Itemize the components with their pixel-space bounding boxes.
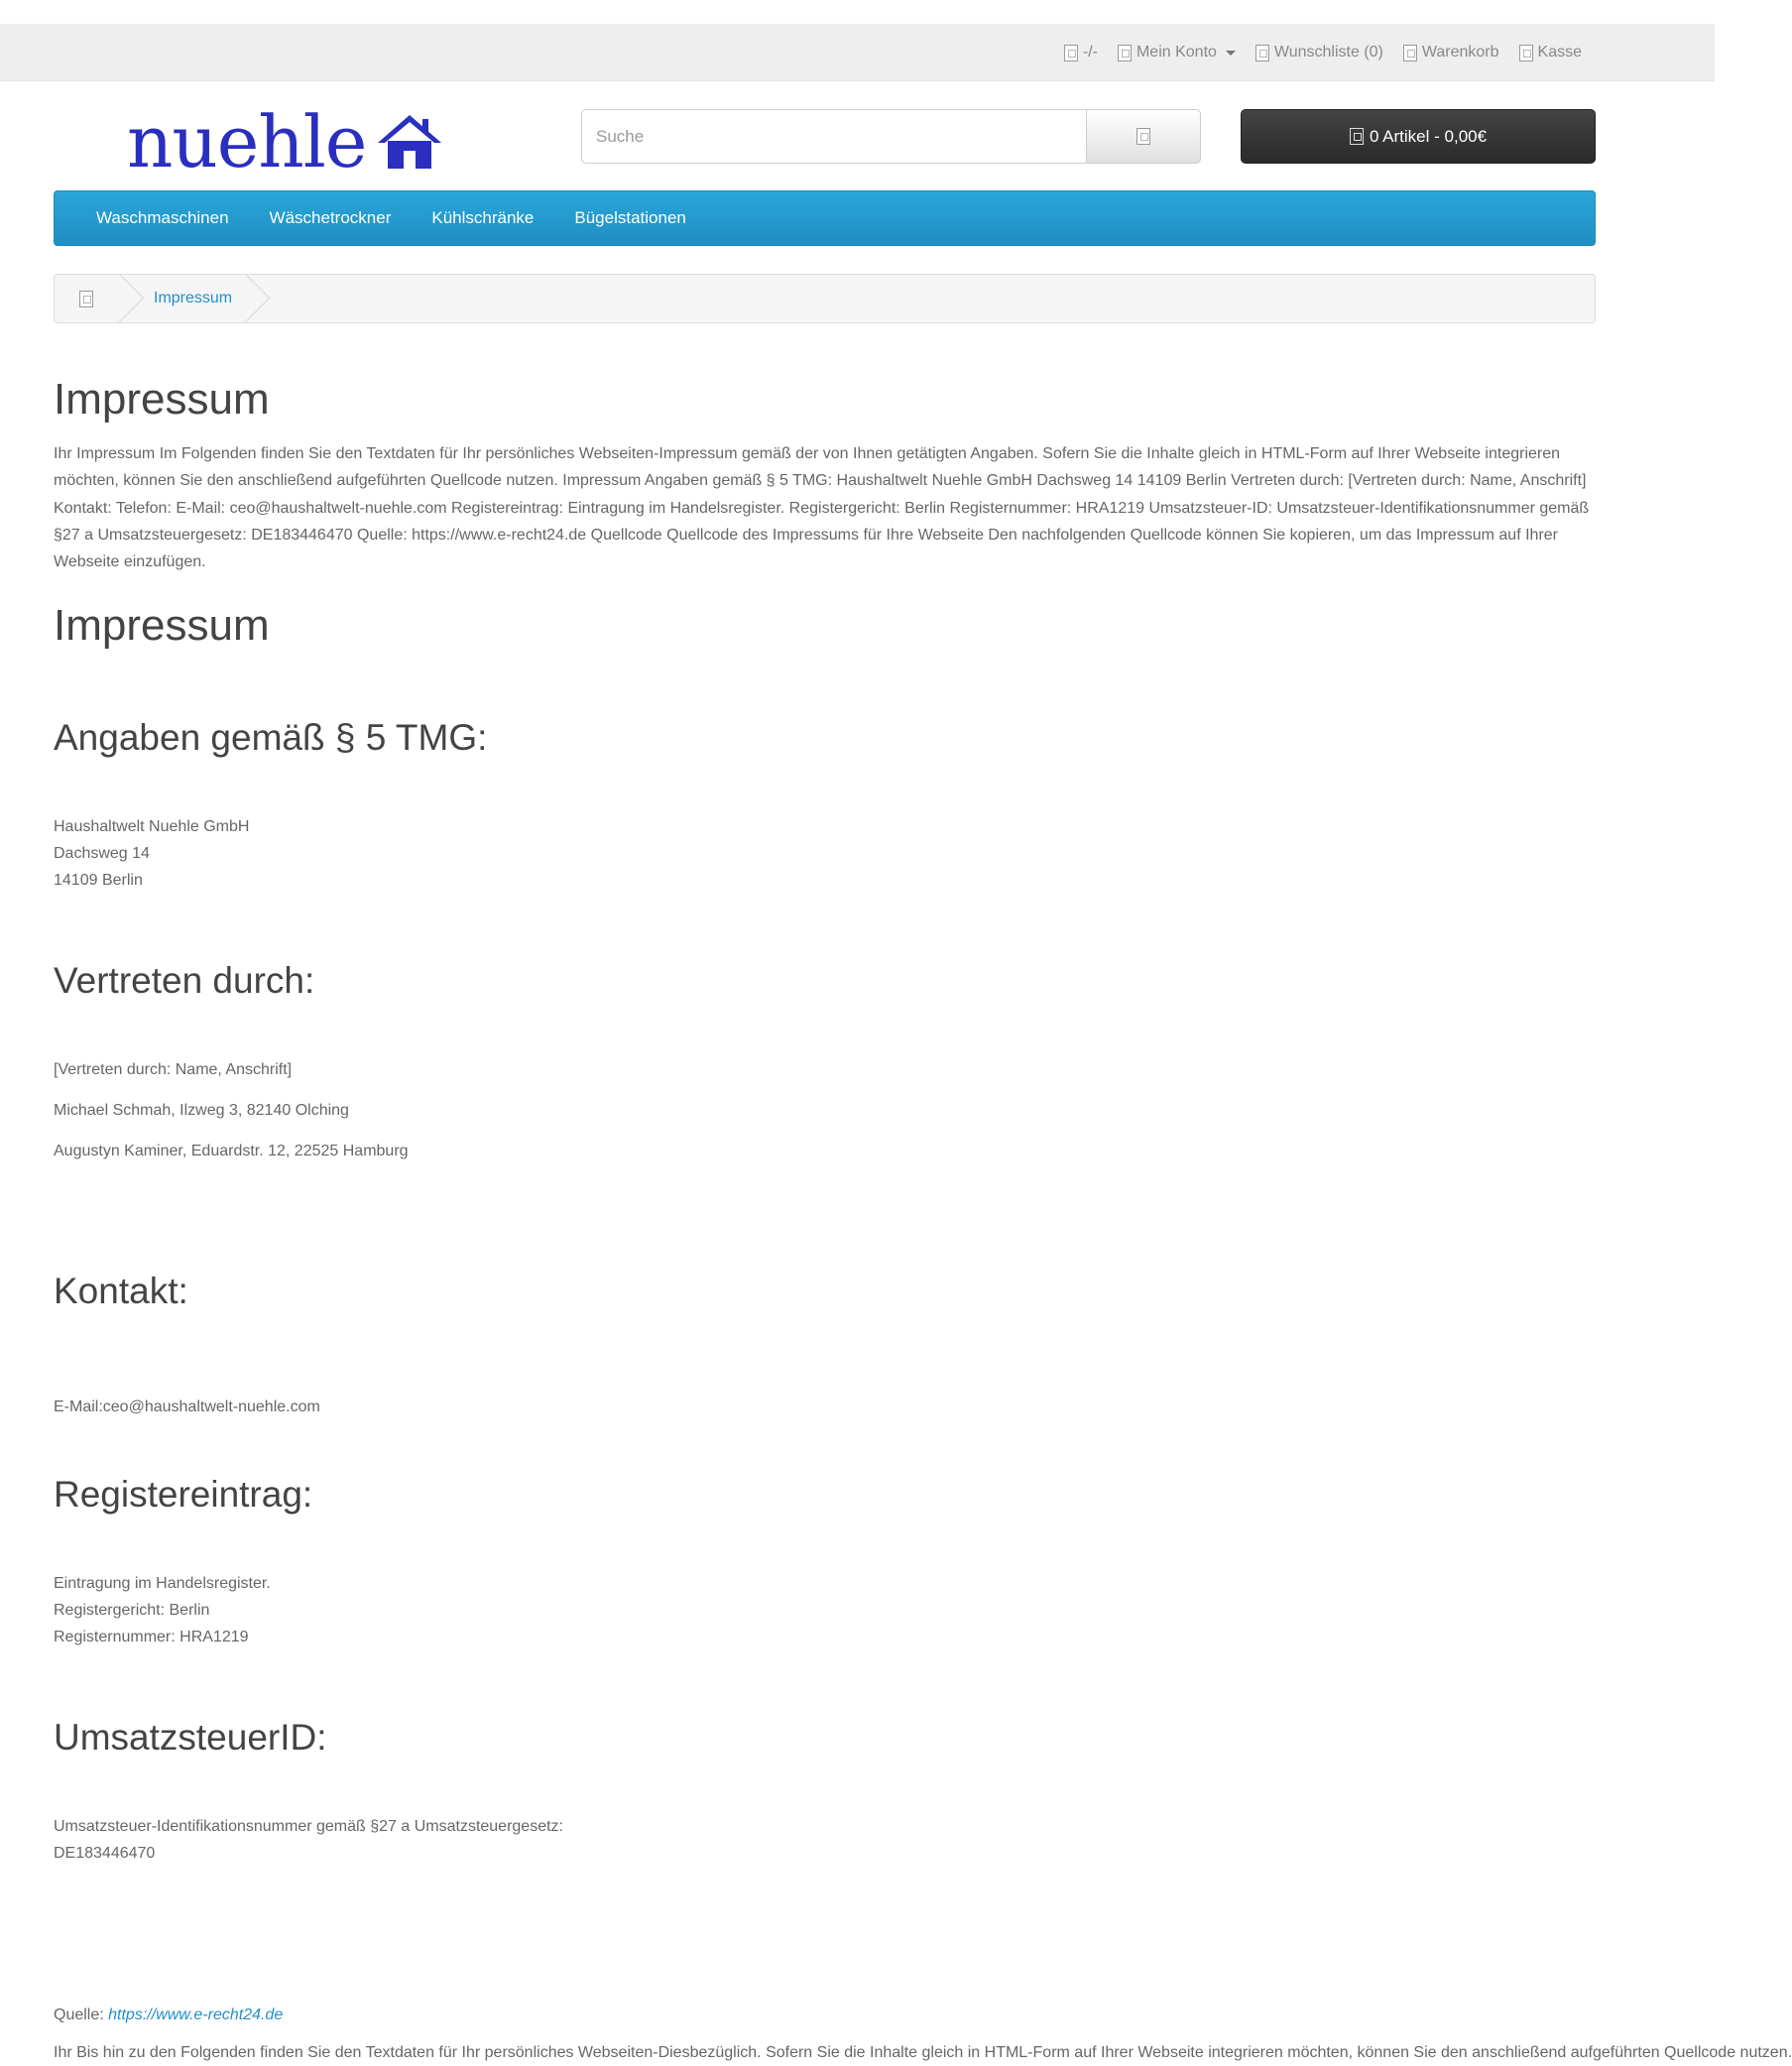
menu-item-buegelstationen[interactable]: Bügelstationen <box>574 208 686 227</box>
top-bar <box>0 24 1715 81</box>
ust-line-1: Umsatzsteuer-Identifikationsnummer gemäß §27 a Umsatzsteuergesetz: <box>54 1818 563 1835</box>
checkout-link[interactable] <box>1519 44 1582 61</box>
register-line-1: Eintragung im Handelsregister. <box>54 1575 271 1592</box>
impressum-heading: Impressum <box>54 601 270 650</box>
currency-selector[interactable] <box>1064 44 1098 61</box>
ust-heading: UmsatzsteuerID: <box>54 1717 327 1758</box>
top-nav <box>1064 24 1582 81</box>
register-line-2: Registergericht: Berlin <box>54 1602 210 1619</box>
search-input[interactable] <box>581 109 1087 164</box>
home-icon <box>79 291 93 307</box>
ust-line-2: DE183446470 <box>54 1845 156 1862</box>
breadcrumb-separator <box>244 275 274 322</box>
city-address: 14109 Berlin <box>54 872 143 889</box>
register-heading: Registereintrag: <box>54 1474 313 1515</box>
representative-1: Michael Schmah, Ilzweg 3, 82140 Olching <box>54 1102 349 1119</box>
user-icon <box>1118 45 1132 61</box>
menu-item-waschmaschinen[interactable]: Waschmaschinen <box>96 208 229 227</box>
shopping-cart-icon <box>1403 45 1417 61</box>
kontakt-heading: Kontakt: <box>54 1271 188 1311</box>
house-icon <box>376 111 443 173</box>
cart-button-label: 0 Artikel - 0,00€ <box>1369 126 1488 146</box>
vertreten-placeholder: [Vertreten durch: Name, Anschrift] <box>54 1061 293 1078</box>
share-icon <box>1519 45 1533 61</box>
angaben-heading: Angaben gemäß § 5 TMG: <box>54 717 488 758</box>
search-bar <box>581 109 1201 164</box>
breadcrumb <box>54 274 1596 323</box>
menu-item-kuehlschraenke[interactable]: Kühlschränke <box>431 208 535 227</box>
checkout-label: Kasse <box>1537 44 1582 61</box>
site-logo[interactable] <box>127 100 443 183</box>
page-title: Impressum <box>54 375 270 424</box>
account-label: Mein Konto <box>1135 44 1217 61</box>
wishlist-link[interactable] <box>1255 44 1383 61</box>
caret-down-icon <box>1226 51 1236 56</box>
currency-label: -/- <box>1082 44 1098 61</box>
breadcrumb-current[interactable]: Impressum <box>154 290 233 306</box>
source-line <box>54 2006 283 2024</box>
search-icon <box>1136 128 1150 145</box>
source-link[interactable]: https://www.e-recht24.de <box>108 2006 284 2023</box>
intro-paragraph: Ihr Impressum Im Folgenden finden Sie den Textdaten für Ihr persönliches Webseiten-Impressum gemäß der von Ihnen getätigten Angaben. Sofern Sie die Inhalte gleich in HTML-Form auf Ihrer Webseite integrieren möchten, können Sie den anschließend aufgeführten Quellcode nutzen. Impressum Angaben gemäß § 5 TMG: Haushaltwelt Nuehle GmbH Dachsweg 14 14109 Berlin Vertreten durch: [Vertreten durch: Name, Anschrift] Kontakt: Telefon: E-Mail: ceo@haushaltwelt-nuehle.com Registereintrag: Eintragung im Handelsregister. Registergericht: Berlin Registernummer: HRA1219 Umsatzsteuer-ID: Umsatzsteuer-Identifikationsnummer gemäß §27 a Umsatzsteuergesetz: DE183446470 Quelle: https://www.e-recht24.de Quellcode Quellcode des Impressums für Ihre Webseite Den nachfolgenden Quellcode können Sie kopieren, um das Impressum auf Ihrer Webseite einzufügen. <box>54 445 1590 571</box>
main-menu <box>54 190 1596 246</box>
shopping-cart-icon <box>1350 128 1364 145</box>
company-name: Haushaltwelt Nuehle GmbH <box>54 818 250 835</box>
street-address: Dachsweg 14 <box>54 845 150 862</box>
cart-button[interactable] <box>1241 109 1596 164</box>
account-menu[interactable] <box>1118 44 1236 61</box>
cart-link[interactable] <box>1403 44 1499 61</box>
menu-item-waeschetrockner[interactable]: Wäschetrockner <box>269 208 392 227</box>
search-button[interactable] <box>1087 109 1201 164</box>
breadcrumb-separator <box>118 275 148 322</box>
wishlist-label: Wunschliste (0) <box>1273 44 1383 61</box>
register-line-3: Registernummer: HRA1219 <box>54 1629 249 1645</box>
representative-2: Augustyn Kaminer, Eduardstr. 12, 22525 Hamburg <box>54 1143 409 1159</box>
contact-email: E-Mail:ceo@haushaltwelt-nuehle.com <box>54 1398 320 1415</box>
cart-label: Warenkorb <box>1421 44 1499 61</box>
currency-icon <box>1064 45 1078 61</box>
source-label: Quelle: <box>54 2006 109 2023</box>
trailing-paragraph: Ihr Bis hin zu den Folgenden finden Sie den Textdaten für Ihr persönliches Webseiten-Diesbezüglich. Sofern Sie die Inhalte gleich in HTML-Form auf Ihrer Webseite integrieren möchten, können Sie den anschließend aufgeführten Quellcode nutzen. <box>54 2044 1792 2061</box>
vertreten-heading: Vertreten durch: <box>54 960 315 1001</box>
logo-text: nuehle <box>127 100 367 183</box>
heart-icon <box>1255 45 1269 61</box>
